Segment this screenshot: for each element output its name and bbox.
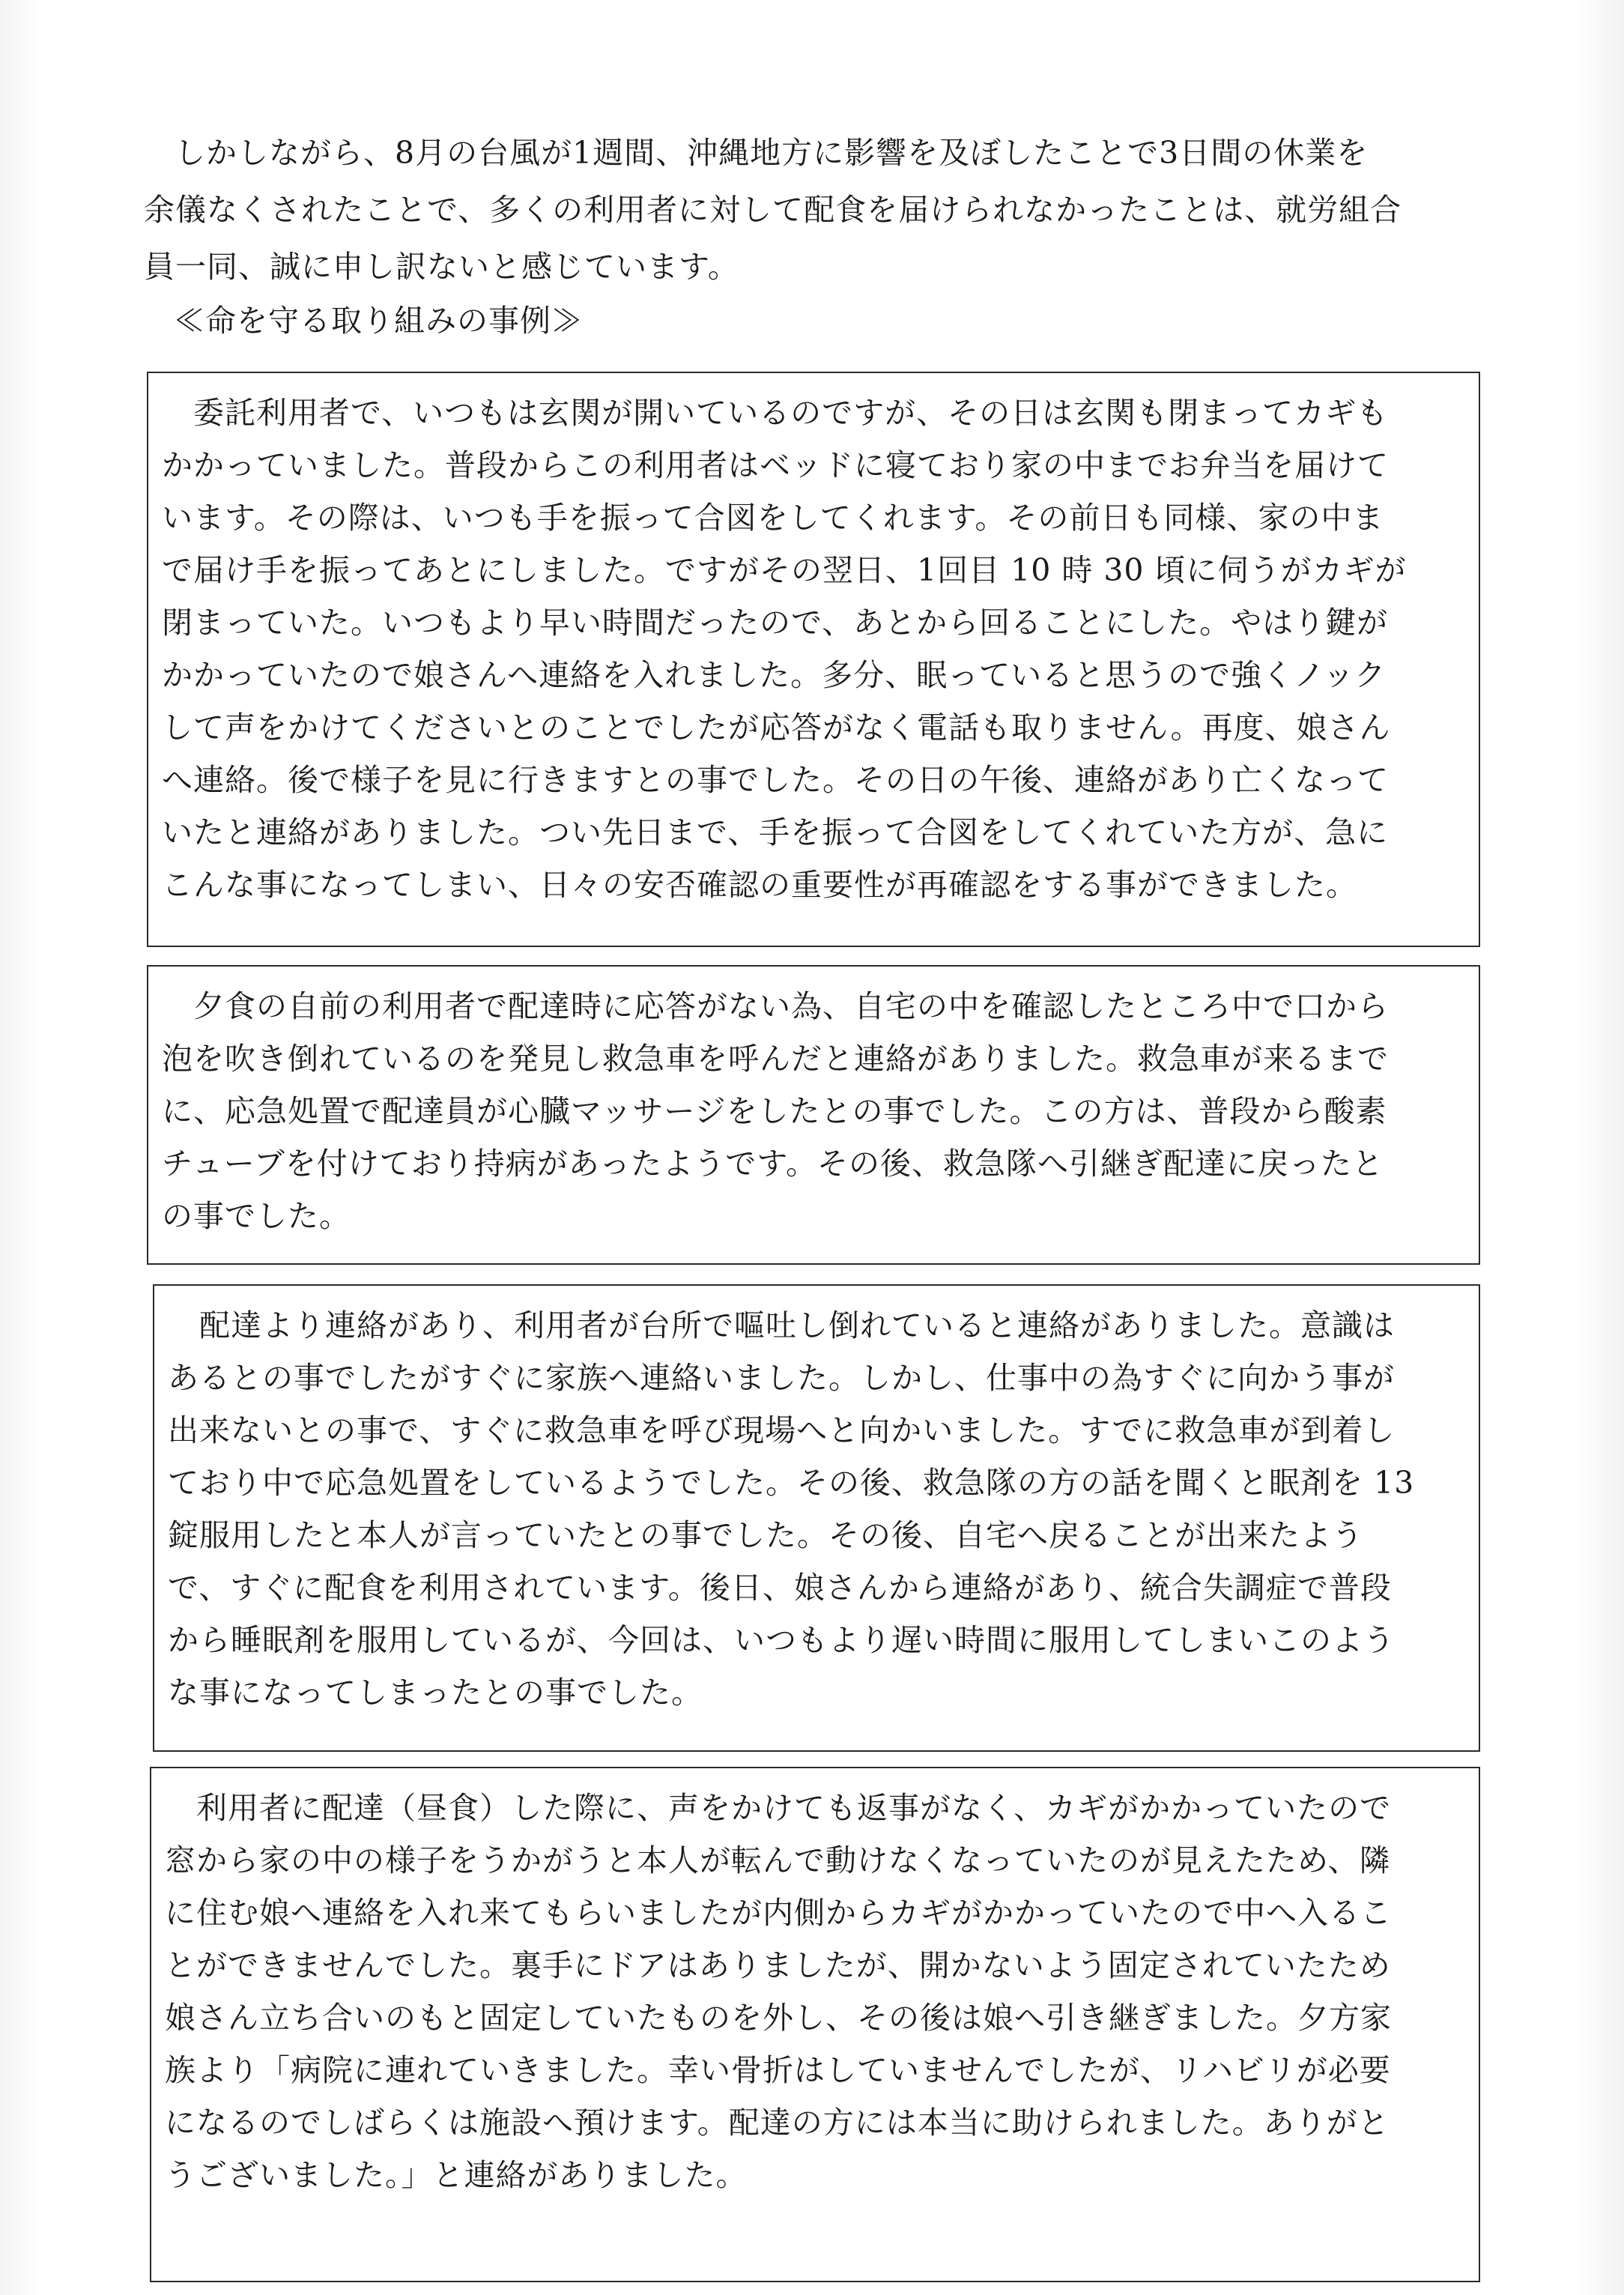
intro-paragraph: [144, 124, 1477, 295]
case-line: で、すぐに配食を利用されています。後日、娘さんから連絡があり、統合失調症で普段: [168, 1570, 1392, 1606]
case-line: かかっていたので娘さんへ連絡を入れました。多分、眠っていると思うので強くノック: [162, 657, 1387, 693]
case-line: な事になってしまったとの事でした。: [168, 1675, 703, 1711]
case-line: 委託利用者で、いつもは玄関が開いているのですが、その日は玄関も閉まってカギも: [193, 395, 1389, 431]
case-line: こんな事になってしまい、日々の安否確認の重要性が再確認をする事ができました。: [162, 867, 1357, 903]
case-line: へ連絡。後で様子を見に行きますとの事でした。その日の午後、連絡があり亡くなって: [162, 762, 1389, 798]
case-line: で届け手を振ってあとにしました。ですがその翌日、1回目 10 時 30 頃に伺うがカギが: [162, 552, 1407, 588]
case-line: して声をかけてくださいとのことでしたが応答がなく電話も取りません。再度、娘さん: [162, 710, 1391, 746]
case-line: とができませんでした。裏手にドアはありましたが、開かないよう固定されていたため: [165, 1947, 1391, 1983]
case-line: 窓から家の中の様子をうかがうと本人が転んで動けなくなっていたのが見えたため、隣: [165, 1842, 1391, 1878]
case-line: 閉まっていた。いつもより早い時間だったので、あとから回ることにした。やはり鍵が: [162, 605, 1389, 641]
case-line: 出来ないとの事で、すぐに救急車を呼び現場へと向かいました。すでに救急車が到着し: [168, 1412, 1396, 1448]
case-line: の事でした。: [162, 1198, 351, 1234]
case-line: 錠服用したと本人が言っていたとの事でした。その後、自宅へ戻ることが出来たよう: [168, 1517, 1363, 1553]
case-box-2: [147, 965, 1480, 1265]
case-line: かかっていました。普段からこの利用者はベッドに寝ており家の中までお弁当を届けて: [162, 447, 1389, 483]
intro-line: 員一同、誠に申し訳ないと感じています。: [144, 249, 739, 285]
case-line: います。その際は、いつも手を振って合図をしてくれます。その前日も同様、家の中ま: [162, 500, 1384, 536]
case-box-3: [153, 1284, 1480, 1752]
case-line: 族より「病院に連れていきました。幸い骨折はしていませんでしたが、リハビリが必要: [165, 2052, 1391, 2088]
section-heading: ≪命を守る取り組みの事例≫: [174, 303, 583, 339]
case-line: 利用者に配達（昼食）した際に、声をかけても返事がなく、カギがかかっていたので: [196, 1790, 1392, 1826]
case-line: チューブを付けており持病があったようです。その後、救急隊へ引継ぎ配達に戻ったと: [162, 1146, 1384, 1182]
case-line: 娘さん立ち合いのもと固定していたものを外し、その後は娘へ引き継ぎました。夕方家: [165, 2000, 1392, 2036]
case-line: に、応急処置で配達員が心臓マッサージをしたとの事でした。この方は、普段から酸素: [162, 1093, 1387, 1129]
case-line: あるとの事でしたがすぐに家族へ連絡いました。しかし、仕事中の為すぐに向かう事が: [168, 1360, 1395, 1396]
case-line: に住む娘へ連絡を入れ来てもらいましたが内側からカギがかかっていたので中へ入るこ: [165, 1895, 1392, 1931]
case-line: から睡眠剤を服用しているが、今回は、いつもより遅い時間に服用してしまいこのよう: [168, 1622, 1395, 1658]
intro-line: しかしながら、8月の台風が1週間、沖縄地方に影響を及ぼしたことで3日間の休業を: [175, 135, 1369, 171]
case-box-4: [150, 1767, 1480, 2282]
case-box-1: [147, 372, 1480, 947]
case-line: 泡を吹き倒れているのを発見し救急車を呼んだと連絡がありました。救急車が来るまで: [162, 1041, 1389, 1077]
case-line: になるのでしばらくは施設へ預けます。配達の方には本当に助けられました。ありがと: [165, 2105, 1390, 2141]
case-line: ており中で応急処置をしているようでした。その後、救急隊の方の話を聞くと眠剤を 13: [168, 1465, 1415, 1501]
case-line: 夕食の自前の利用者で配達時に応答がない為、自宅の中を確認したところ中で口から: [193, 988, 1389, 1024]
case-line: いたと連絡がありました。つい先日まで、手を振って合図をしてくれていた方が、急に: [162, 814, 1389, 850]
case-line: 配達より連絡があり、利用者が台所で嘔吐し倒れていると連絡がありました。意識は: [199, 1307, 1395, 1343]
intro-line: 余儀なくされたことで、多くの利用者に対して配食を届けられなかったことは、就労組合: [144, 192, 1402, 228]
case-line: うございました。」と連絡がありました。: [165, 2157, 748, 2193]
